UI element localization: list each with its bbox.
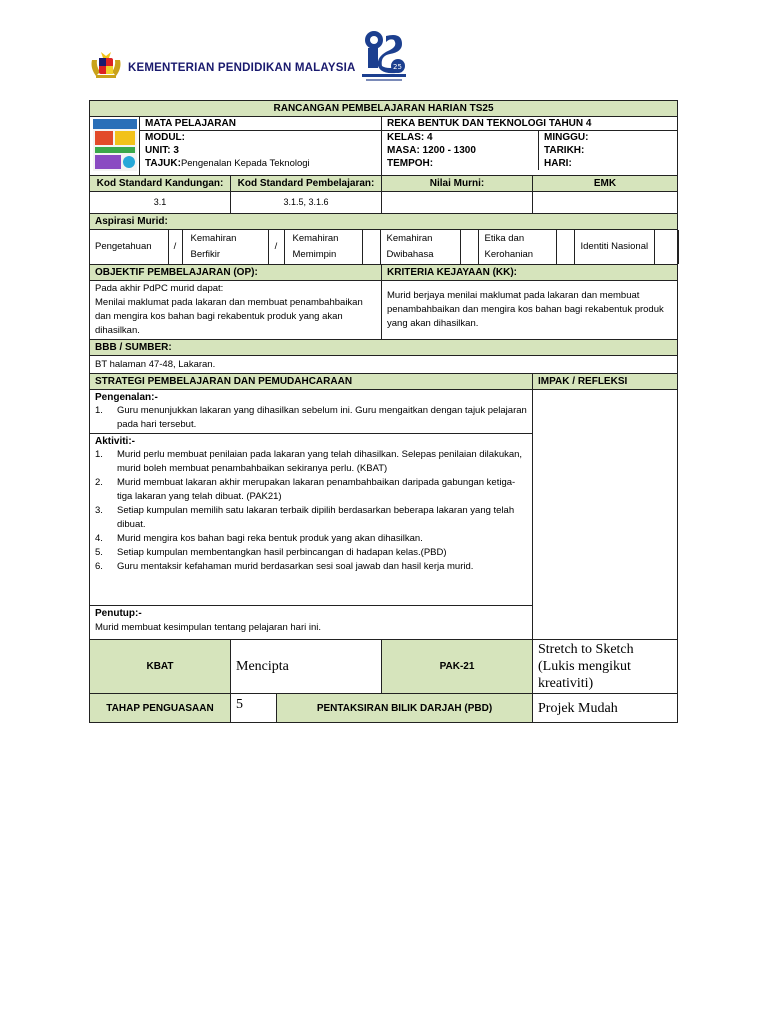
tahap-penguasaan-label: TAHAP PENGUASAAN xyxy=(90,694,231,723)
list-item xyxy=(95,560,527,574)
tempoh-field: TEMPOH: xyxy=(387,158,434,169)
list-item xyxy=(95,504,527,532)
aspirasi-identiti-label: Identiti Nasional xyxy=(580,241,649,252)
hari-field: HARI: xyxy=(544,158,572,169)
textbook-cover-image xyxy=(90,117,140,175)
aspirasi-memimpin-label: Kemahiran Memimpin xyxy=(292,233,339,260)
aspirasi-dwibahasa-mark xyxy=(460,230,478,264)
unit-field: UNIT: 3 xyxy=(145,145,179,156)
penutup-label: Penutup:- xyxy=(95,608,142,619)
pengenalan-section xyxy=(90,390,533,434)
aspirasi-murid-label: Aspirasi Murid: xyxy=(90,214,678,230)
class-info-cell xyxy=(382,117,678,176)
pak21-label: PAK-21 xyxy=(382,640,533,694)
nilai-murni-label: Nilai Murni: xyxy=(382,176,533,192)
list-item-text: Guru mentaksir kefahaman murid berdasarkan sesi soal jawab dan hasil kerja murid. xyxy=(117,561,474,572)
penutup-section xyxy=(90,606,533,640)
list-item-text: Guru menunjukkan lakaran yang dihasilkan sebelum ini. Guru mengaitkan dengan tajuk pelajaran pada hari tersebut. xyxy=(117,405,527,430)
aspirasi-dwibahasa-label: Kemahiran Dwibahasa xyxy=(386,233,434,260)
aktiviti-list xyxy=(95,448,527,574)
tahap-pbd-cell xyxy=(231,694,533,723)
kod-standard-kandungan-value: 3.1 xyxy=(90,192,231,214)
malaysia-crest-logo xyxy=(88,50,124,80)
letterhead xyxy=(88,22,678,84)
aspirasi-berfikir-label: Kemahiran Berfikir xyxy=(190,233,237,260)
aspirasi-identiti-mark xyxy=(654,230,678,264)
kriteria-text: Murid berjaya menilai maklumat pada lakaran dan membuat penambahbaikan dan mengira kos bahan bagi rekabentuk produk yang akan dihasilkan. xyxy=(382,281,678,340)
kod-standard-pembelajaran-label: Kod Standard Pembelajaran: xyxy=(231,176,382,192)
impak-refleksi-cell xyxy=(533,390,678,640)
svg-text:25: 25 xyxy=(393,63,402,71)
mata-pelajaran-value: REKA BENTUK DAN TEKNOLOGI TAHUN 4 xyxy=(382,117,677,131)
list-item-number: 4. xyxy=(95,533,103,544)
mata-pelajaran-label: MATA PELAJARAN xyxy=(140,117,381,131)
aspirasi-pengetahuan-mark: / xyxy=(168,230,182,264)
ts25-logo xyxy=(358,26,410,84)
subject-info-cell xyxy=(90,117,382,176)
list-item-number: 2. xyxy=(95,477,103,488)
aspirasi-etika-label: Etika dan Kerohanian xyxy=(484,233,534,260)
kriteria-label: KRITERIA KEJAYAAN (KK): xyxy=(382,265,678,281)
objektif-text xyxy=(90,281,382,340)
plan-title: RANCANGAN PEMBELAJARAN HARIAN TS25 xyxy=(90,101,678,117)
tajuk-field xyxy=(145,157,376,170)
kod-standard-pembelajaran-value: 3.1.5, 3.1.6 xyxy=(231,192,382,214)
objektif-label: OBJEKTIF PEMBELAJARAN (OP): xyxy=(90,265,382,281)
impak-refleksi-label: IMPAK / REFLEKSI xyxy=(533,374,678,390)
aspirasi-pengetahuan-label: Pengetahuan xyxy=(95,241,152,252)
bbb-label: BBB / SUMBER: xyxy=(90,340,678,356)
pengenalan-list xyxy=(95,404,527,432)
emk-value xyxy=(533,192,678,214)
list-item-text: Setiap kumpulan memilih satu lakaran terbaik dipilih berdasarkan beberapa lakaran yang telah dibuat. xyxy=(117,505,515,530)
tajuk-label: TAJUK: xyxy=(145,158,181,169)
list-item xyxy=(95,476,527,504)
lesson-plan-table xyxy=(89,100,678,723)
modul-field: MODUL: xyxy=(145,132,185,143)
minggu-field: MINGGU: xyxy=(544,132,589,143)
list-item-text: Murid perlu membuat penilaian pada lakaran yang telah dihasilkan. Selepas penilaian dilakukan, murid boleh membuat penambahbaikan sekiranya perlu. (KBAT) xyxy=(117,449,523,474)
tajuk-value: Pengenalan Kepada Teknologi xyxy=(180,158,310,169)
list-item xyxy=(95,448,527,476)
penutup-text: Murid membuat kesimpulan tentang pelajaran hari ini. xyxy=(95,622,322,633)
tahap-penguasaan-value: 5 xyxy=(231,694,277,722)
aspirasi-row xyxy=(90,230,678,265)
masa-field: MASA: 1200 - 1300 xyxy=(387,145,476,156)
list-item-text: Murid membuat lakaran akhir merupakan lakaran penambahbaikan daripada gabungan ketiga-tiga lakaran yang telah dibuat. (PAK21) xyxy=(117,477,516,502)
list-item-number: 1. xyxy=(95,449,103,460)
list-item-number: 5. xyxy=(95,547,103,558)
pbd-label: PENTAKSIRAN BILIK DARJAH (PBD) xyxy=(277,694,532,722)
bbb-text: BT halaman 47-48, Lakaran. xyxy=(90,356,678,374)
objektif-intro: Pada akhir PdPC murid dapat: xyxy=(95,283,224,294)
emk-label: EMK xyxy=(533,176,678,192)
list-item-text: Setiap kumpulan membentangkan hasil perbincangan di hadapan kelas.(PBD) xyxy=(117,547,447,558)
objektif-body: Menilai maklumat pada lakaran dan membuat penambahbaikan dan mengira kos bahan bagi rekabentuk produk yang akan dihasilkan. xyxy=(95,297,363,336)
nilai-murni-value xyxy=(382,192,533,214)
kbat-value: Mencipta xyxy=(231,640,382,694)
aspirasi-etika-mark xyxy=(556,230,574,264)
list-item-number: 6. xyxy=(95,561,103,572)
kelas-field: KELAS: 4 xyxy=(387,132,433,143)
list-item-text: Murid mengira kos bahan bagi reka bentuk produk yang akan dihasilkan. xyxy=(117,533,423,544)
strategi-label: STRATEGI PEMBELAJARAN DAN PEMUDAHCARAAN xyxy=(90,374,533,390)
list-item xyxy=(95,546,527,560)
aktiviti-section xyxy=(90,434,533,606)
aktiviti-label: Aktiviti:- xyxy=(95,436,135,447)
list-item xyxy=(95,404,527,432)
ministry-name: KEMENTERIAN PENDIDIKAN MALAYSIA xyxy=(128,62,356,74)
list-item xyxy=(95,532,527,546)
pbd-value: Projek Mudah xyxy=(533,694,678,723)
list-item-number: 3. xyxy=(95,505,103,516)
tarikh-field: TARIKH: xyxy=(544,145,585,156)
kod-standard-kandungan-label: Kod Standard Kandungan: xyxy=(90,176,231,192)
kbat-label: KBAT xyxy=(90,640,231,694)
aspirasi-memimpin-mark xyxy=(362,230,380,264)
aspirasi-berfikir-mark: / xyxy=(268,230,284,264)
list-item-number: 1. xyxy=(95,405,103,416)
pak21-value: Stretch to Sketch (Lukis mengikut kreativiti) xyxy=(533,640,678,694)
pengenalan-label: Pengenalan:- xyxy=(95,392,158,403)
